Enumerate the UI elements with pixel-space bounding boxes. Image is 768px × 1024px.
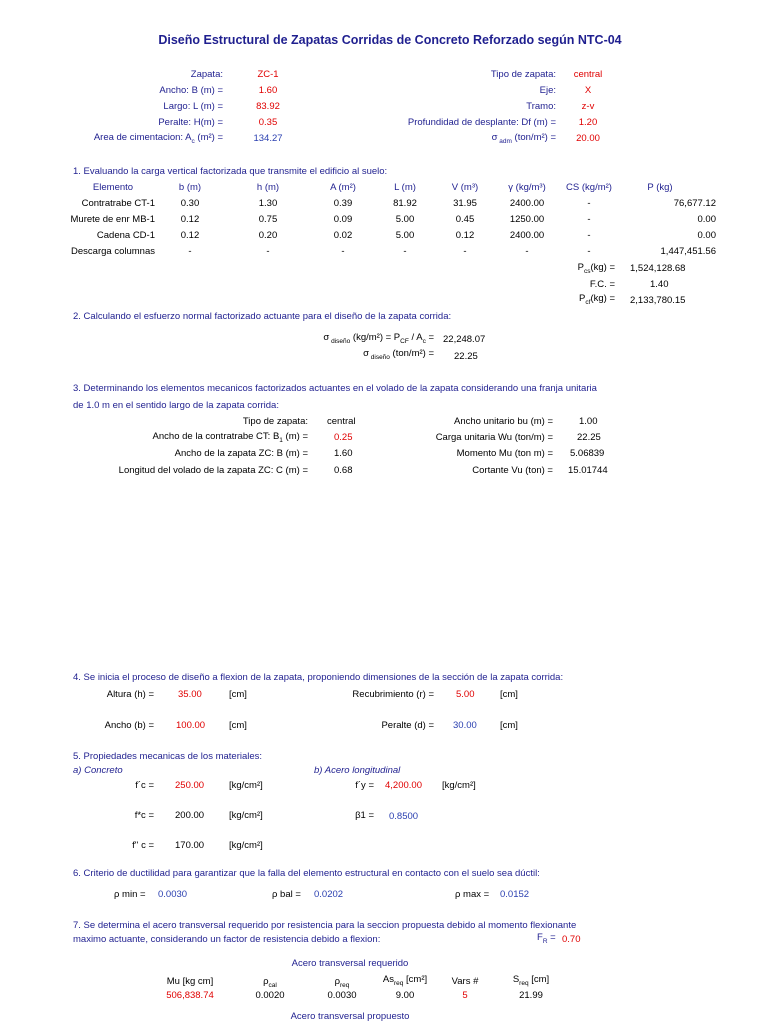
table-cell: - [587,198,591,209]
pcal-value: 0.0020 [255,990,285,1001]
fcs-unit: [kg/cm²] [229,810,263,821]
tramo-value: z-v [581,101,595,112]
pcf-label: $P_{cf}(kg)$ = [579,293,615,306]
col-s: $S_{req}$ [cm] [512,974,550,987]
table-row-label: Cadena CD-1 [96,230,155,241]
table-cell: 5.00 [395,230,415,241]
section-3-heading-1: 3. Determinando los elementos mecanicos factorizados actuantes en el volado de la zapata considerando una franja unitaria [73,383,597,394]
vu-value: 15.01744 [568,465,608,476]
sigma-diseno-ton-label: σ $_{diseño}$ (ton/m²) = [363,348,434,361]
mu-label: Momento Mu (ton m) = [456,448,553,459]
table-row-label: Descarga columnas [71,246,155,257]
zapata-value: ZC-1 [257,69,279,80]
table-header-cell: P (kg) [647,182,673,193]
col-pcal: $\rho_{cal}$ [263,976,277,989]
fc-prop-value: 250.00 [175,780,205,791]
s3-tipo-value: central [327,416,356,427]
table-cell: 0.75 [258,214,278,225]
fcs-label: f*c = [134,810,154,821]
table-cell: - [525,246,529,257]
fy-value: 4,200.00 [385,780,422,791]
zapata-label: Zapata: [190,69,223,80]
recubrimiento-label: Recubrimiento (r) = [352,689,434,700]
table-cell: - [587,214,591,225]
ancho-label: Ancho: B (m) = [159,85,223,96]
col-vars: Vars # [451,976,479,987]
ancho-b-label: Ancho (b) = [104,720,154,731]
c-label: Longitud del volado de la zapata ZC: C (m) = [118,465,308,476]
largo-label: Largo: L (m) = [163,101,223,112]
table-cell: - [587,246,591,257]
table-cell: 5.00 [395,214,415,225]
table-cell: 0.02 [333,230,353,241]
eje-label: Eje: [539,85,556,96]
sadm-value: 20.00 [576,133,600,144]
peralte-d-value: 30.00 [453,720,477,731]
rho-max-value: 0.0152 [500,889,530,900]
rho-bal-label: ρ bal = [272,889,301,900]
wu-label: Carga unitaria Wu (ton/m) = [435,432,553,443]
df-label: Profundidad de desplante: Df (m) = [407,117,556,128]
table-cell: 1.30 [258,198,278,209]
ancho-b-value: 100.00 [176,720,206,731]
table-cell: - [188,246,192,257]
col-mu: Mu [kg cm] [166,976,214,987]
ancho-b-unit: [cm] [229,720,247,731]
proposed-steel-title: Acero transversal propuesto [290,1011,410,1022]
peralte-value: 0.35 [258,117,278,128]
fc-label: F.C. = [589,279,615,290]
mu-kgcm-value: 506,838.74 [166,990,214,1001]
table-cell: 81.92 [393,198,417,209]
table-cell: 1250.00 [509,214,545,225]
fc-prop-label: f´c = [135,780,154,791]
pcf-value: 2,133,780.15 [630,295,686,306]
bu-label: Ancho unitario bu (m) = [453,416,553,427]
wu-value: 22.25 [577,432,601,443]
rho-max-label: ρ max = [455,889,490,900]
fcc-unit: [kg/cm²] [229,840,263,851]
fy-label: f´y = [355,780,374,791]
eje-value: X [584,85,592,96]
s3-b-value: 1.60 [334,448,353,459]
table-header-cell: Elemento [92,182,134,193]
table-cell: 2400.00 [509,198,545,209]
required-steel-title: Acero transversal requerido [291,958,409,969]
section-6-heading: 6. Criterio de ductilidad para garantizar que la falla del elemento estructural en contacto con el suelo sea dúctil: [73,868,540,879]
section-4-heading: 4. Se inicia el proceso de diseño a flexion de la zapata, proponiendo dimensiones de la sección de la zapata corrida: [73,672,564,683]
table-cell: 1,447,451.56 [660,246,716,257]
df-value: 1.20 [578,117,598,128]
section-7-heading-1: 7. Se determina el acero transversal requerido por resistencia para la seccion propuesta debido al momento flexionante [73,920,577,931]
tramo-label: Tramo: [526,101,556,112]
rho-bal-value: 0.0202 [314,889,344,900]
col-preq: $\rho_{req}$ [334,976,350,989]
section-2-heading: 2. Calculando el esfuerzo normal factorizado actuante para el diseño de la zapata corrida: [73,311,452,322]
concreto-label: a) Concreto [73,765,123,776]
table-cell: 2400.00 [509,230,545,241]
table-cell: 0.00 [697,230,716,241]
table-cell: 0.12 [455,230,475,241]
tipo-value: central [573,69,603,80]
rho-min-value: 0.0030 [158,889,188,900]
table-cell: - [587,230,591,241]
altura-unit: [cm] [229,689,247,700]
b1-value: 0.25 [334,432,353,443]
beta-label: β1 = [355,810,374,821]
fc-value: 1.40 [650,279,669,290]
section-5-heading: 5. Propiedades mecanicas de los materiales: [73,751,263,762]
rho-min-label: ρ min = [114,889,146,900]
fc-prop-unit: [kg/cm²] [229,780,263,791]
table-cell: - [463,246,467,257]
as-value: 9.00 [395,990,415,1001]
pcs-value: 1,524,128.68 [630,263,686,274]
section-1-heading: 1. Evaluando la carga vertical factorizada que transmite el edificio al suelo: [73,166,388,177]
acero-longitudinal-label: b) Acero longitudinal [314,765,401,776]
table-cell: 0.12 [180,230,200,241]
section-3-heading-2: de 1.0 m en el sentido largo de la zapata corrida: [73,400,279,411]
table-header-cell: h (m) [256,182,280,193]
peralte-label: Peralte: H(m) = [158,117,223,128]
table-cell: 0.09 [333,214,353,225]
fcc-value: 170.00 [175,840,205,851]
section-7-heading-2: maximo actuante, considerando un factor de resistencia debido a flexion: [73,934,381,945]
fcc-label: f'' c = [132,840,154,851]
fr-value: 0.70 [562,934,581,945]
fcs-value: 200.00 [175,810,205,821]
table-cell: 31.95 [453,198,477,209]
sigma-diseno-ton-value: 22.25 [454,351,478,362]
table-header-cell: L (m) [394,182,416,193]
s-value: 21.99 [519,990,543,1001]
largo-value: 83.92 [256,101,280,112]
c-value: 0.68 [334,465,353,476]
fy-unit: [kg/cm²] [442,780,476,791]
table-cell: 76,677.12 [673,198,716,209]
area-label: Area de cimentacion: $A_c$ (m²) = [93,132,223,145]
table-cell: 0.00 [697,214,716,225]
table-cell: - [403,246,407,257]
mu-value: 5.06839 [570,448,605,459]
vu-label: Cortante Vu (ton) = [472,465,553,476]
recubrimiento-value: 5.00 [456,689,475,700]
altura-value: 35.00 [178,689,202,700]
table-row-label: Contratrabe CT-1 [81,198,155,209]
tipo-label: Tipo de zapata: [490,69,556,80]
table-header-cell: CS (kg/m²) [566,182,612,193]
table-cell: - [341,246,345,257]
ancho-value: 1.60 [258,85,278,96]
sadm-label: σ $_{adm}$ (ton/m²) = [491,132,556,145]
beta-value: 0.8500 [389,811,419,822]
peralte-d-label: Peralte (d) = [381,720,434,731]
altura-label: Altura (h) = [106,689,154,700]
page-title: Diseño Estructural de Zapatas Corridas de Concreto Reforzado según NTC-04 [158,33,622,47]
table-cell: 0.39 [333,198,353,209]
peralte-d-unit: [cm] [500,720,518,731]
recubrimiento-unit: [cm] [500,689,518,700]
b1-label: Ancho de la contratrabe CT: $B_1$ (m) = [152,431,308,444]
s3-b-label: Ancho de la zapata ZC: B (m) = [174,448,308,459]
table-cell: 0.45 [455,214,475,225]
area-value: 134.27 [253,133,283,144]
table-cell: 0.30 [180,198,200,209]
preq-value: 0.0030 [327,990,357,1001]
sigma-diseno-kg-value: 22,248.07 [443,334,486,345]
vars-value: 5 [462,990,468,1001]
table-header-cell: b (m) [178,182,202,193]
fr-label: $F_R$ = [537,932,556,945]
table-cell: - [266,246,270,257]
table-header-cell: γ (kg/m³) [508,182,546,193]
table-cell: 0.20 [258,230,278,241]
sigma-diseno-kg-label: σ $_{diseño}$ $(kg/m^2) = P_{CF} / A_c$ = [323,332,434,345]
pcs-label: $P_{cs}(kg)$ = [577,262,615,275]
table-header-cell: V (m³) [451,182,479,193]
table-header-cell: A (m²) [330,182,356,193]
bu-value: 1.00 [579,416,598,427]
s3-tipo-label: Tipo de zapata: [242,416,308,427]
col-as: $As_{req}$ [cm²] [382,974,428,987]
table-row-label: Murete de enr MB-1 [70,214,155,225]
table-cell: 0.12 [180,214,200,225]
